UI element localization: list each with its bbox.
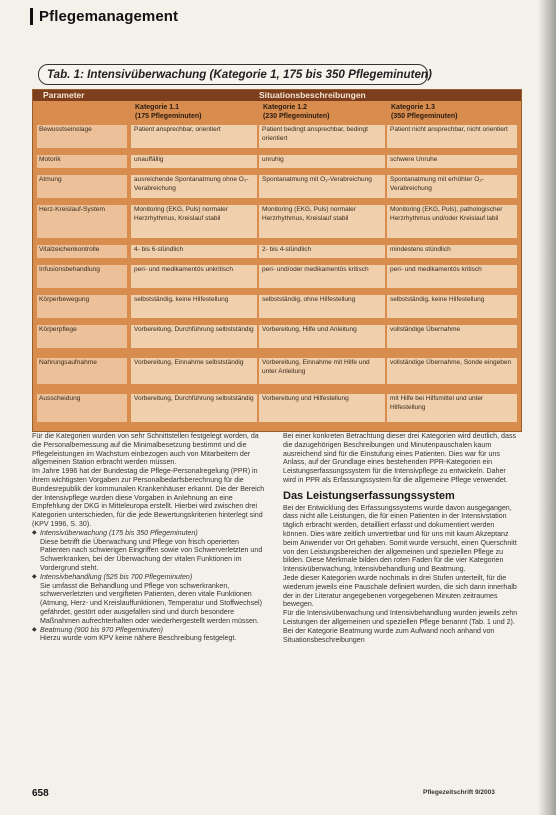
- table-cell: Vorbereitung, Hilfe und Anleitung: [259, 325, 385, 348]
- row-label: Herz-Kreislauf-System: [37, 205, 127, 238]
- parameter-header: Parameter: [43, 90, 85, 100]
- right-text-column: [283, 432, 520, 644]
- column-header-2: [263, 103, 330, 121]
- row-label: Körperbewegung: [37, 295, 127, 318]
- data-table: [32, 89, 522, 432]
- column-name: Kategorie 1.1: [135, 104, 179, 111]
- section-heading: Das Leistungserfassungssystem: [283, 489, 455, 502]
- table-row: [33, 205, 521, 238]
- table-cell: 4- bis 6-stündlich: [131, 245, 257, 258]
- table-cell: mit Hilfe bei Hilfsmittel und unter Hilfestellung: [387, 394, 517, 422]
- table-cell: unruhig: [259, 155, 385, 168]
- row-label: Körperpflege: [37, 325, 127, 348]
- paragraph: Jede dieser Kategorien wurde nochmals in drei Stufen unterteilt, für die wiederum jeweils eine Pauschale definiert wurden, die sich dann innerhalb der in der Literatur angegebenen vorgegebenen Minuten zeitraumes bewegen.: [283, 573, 517, 609]
- binding-shadow: [538, 0, 556, 815]
- table-cell: peri- und medikamentös unkritisch: [131, 265, 257, 288]
- paragraph: Bei der Entwicklung des Erfassungssystems wurde davon ausgegangen, dass nicht alle Leistungen, die für einen Patienten in der Intensivstation täglich erbracht werden, detailliert erfasst und dokumentiert werden können. Dies wäre zeitlich unvertretbar und für uns mit kaum Akzeptanz beim Anwender vor Ort gehaben. Somit wurde versucht, einen Querschnitt von den Leistungsbereichen der allgemeinen und speziellen Pflege zu bilden. Diese Merkmale bilden den roten Faden für die vier Kategorien Intensivüberwachung, Intensivbehandlung und Beatmung.: [283, 503, 517, 574]
- table-cell: Patient bedingt ansprechbar, bedingt orientiert: [259, 125, 385, 148]
- running-head: Pflegemanagement: [30, 8, 178, 25]
- table-cell: selbstständig, keine Hilfestellung: [131, 295, 257, 318]
- bullet-title: Beatmung (900 bis 970 Pflegeminuten): [40, 625, 164, 634]
- row-label: Nahrungsaufnahme: [37, 358, 127, 384]
- table-row: [33, 155, 521, 168]
- table-cell: peri- und/oder medikamentös kritisch: [259, 265, 385, 288]
- row-label: Infusionsbehandlung: [37, 265, 127, 288]
- row-label: Ausscheidung: [37, 394, 127, 422]
- row-label: Motorik: [37, 155, 127, 168]
- table-cell: Spontanatmung mit O₂-Verabreichung: [259, 175, 385, 198]
- table-row: [33, 295, 521, 318]
- bullet-text: Sie umfasst die Behandlung und Pflege von schwerkranken, schwerverletzten und vergifteten Patienten, deren vitale Funktionen (Atmung, Herz- und Kreislauffunktionen, Temperatur und Stoffwechsel) gefährdet, gestört oder ausgefallen sind und durch besondere Maßnahmen aufrechterhalten oder wiederhergestellt werden müssen.: [40, 581, 262, 625]
- table-cell: Monitoring (EKG, Puls) normaler Herzrhythmus, Kreislauf stabil: [259, 205, 385, 238]
- table-cell: Vorbereitung, Einnahme mit Hilfe und unter Anleitung: [259, 358, 385, 384]
- table-cell: Spontanatmung mit erhöhter O₂-Verabreichung: [387, 175, 517, 198]
- table-cell: Patient ansprechbar, orientiert: [131, 125, 257, 148]
- column-header-1: [135, 103, 202, 121]
- row-label: Atmung: [37, 175, 127, 198]
- bullet-item: [32, 626, 270, 644]
- table-cell: selbstständig, keine Hilfestellung: [387, 295, 517, 318]
- table-cell: vollständige Übernahme, Sonde eingeben: [387, 358, 517, 384]
- column-header-3: [391, 103, 458, 121]
- table-cell: Vorbereitung, Einnahme selbstständig: [131, 358, 257, 384]
- table-cell: Monitoring (EKG, Puls), pathologischer Herzrhythmus und/oder Kreislauf labil: [387, 205, 517, 238]
- table-cell: unauffällig: [131, 155, 257, 168]
- bullet-title: Intensivbehandlung (525 bis 700 Pflegeminuten): [40, 572, 193, 581]
- paragraph: Bei einer konkreten Betrachtung dieser drei Kategorien wird deutlich, dass die dazugehörigen Beschreibungen und Minutenpauschalen kaum ausreichend sind für die Einstufung eines Patienten. Dies war für uns Anlass, auf der Grundlage eines bestehenden PPR-Kategorien ein Leistungserfassungssystem für die Intensivpflege zu entwickeln. Daher wird in PPR als Erfassungssystem für die allgemeine Pflege verwendet.: [283, 432, 517, 484]
- paragraph: Für die Intensivüberwachung und Intensivbehandlung wurden jeweils zehn Leistungen der allgemeinen und speziellen Pflege benannt (Tab. 1 und 2). Bei der Kategorie Beatmung wurde zum Aufwand noch anhand von Situationsbeschreibungen: [283, 609, 518, 644]
- bullet-item: [32, 529, 270, 573]
- table-row: [33, 394, 521, 422]
- table-row: [33, 358, 521, 384]
- table-cell: selbstständig, ohne Hilfestellung: [259, 295, 385, 318]
- column-name: Kategorie 1.2: [263, 104, 307, 111]
- table-cell: peri- und medikamentös kritisch: [387, 265, 517, 288]
- table-cell: Vorbereitung, Durchführung selbstständig: [131, 394, 257, 422]
- table-cell: Vorbereitung und Hilfestellung: [259, 394, 385, 422]
- situation-header: Situationsbeschreibungen: [259, 90, 366, 100]
- paragraph: Im Jahre 1996 hat der Bundestag die Pflege-Personalregelung (PPR) in ihrem wichtigsten Vorgaben zur Personalbedarfsberechnung für die Bundesrepublik der kommunalen Krankenhäuser erkannt. Die der Bereich der Intensivpflege wurden diese Vorgaben in Anlehnung an eine Empfehlung der DKG in Mitteleuropa erstellt. Hierbei wird zwischen drei Kategorien unterschieden, für die jede Bewertungskriterien hinterlegt sind (KPV 1996, S. 30).: [32, 467, 265, 528]
- table-cell: ausreichende Spontanatmung ohne O₂-Verabreichung: [131, 175, 257, 198]
- table-cell: vollständige Übernahme: [387, 325, 517, 348]
- table-cell: 2- bis 4-stündlich: [259, 245, 385, 258]
- table-header-bar: [33, 90, 521, 101]
- table-cell: schwere Unruhe: [387, 155, 517, 168]
- column-sub: (175 Pflegeminuten): [135, 113, 202, 120]
- bullet-text: Diese betrifft die Überwachung und Pflege von frisch operierten Patienten nach schwierigen Eingriffen sowie von Schwerverletzten und Schwerkranken, bei der Überwachung der vitalen Funktionen im Vordergrund steht.: [40, 537, 263, 572]
- table-cell: mindestens stündlich: [387, 245, 517, 258]
- column-sub: (230 Pflegeminuten): [263, 113, 330, 120]
- table-row: [33, 175, 521, 198]
- table-cell: Vorbereitung, Durchführung selbstständig: [131, 325, 257, 348]
- page-number: 658: [32, 788, 49, 799]
- row-label: Vitalzeichenkontrolle: [37, 245, 127, 258]
- table-row: [33, 325, 521, 348]
- table-cell: Monitoring (EKG, Puls) normaler Herzrhythmus, Kreislauf stabil: [131, 205, 257, 238]
- bullet-title: Intensivüberwachung (175 bis 350 Pflegeminuten): [40, 528, 198, 537]
- table-row: [33, 125, 521, 148]
- table-cell: Patient nicht ansprechbar, nicht orientiert: [387, 125, 517, 148]
- paragraph: Für die Kategorien wurden von sehr Schnittstellen festgelegt worden, da die Personalbemessung auf die Minimalbesetzung bestimmt und die Pflegeleistungen im Wachstum einbezogen auch von Mitarbeitern der allgemeinen Station erbracht werden müssen.: [32, 432, 259, 467]
- table-row: [33, 245, 521, 258]
- journal-footer: Pflegezeitschrift 9/2003: [423, 789, 495, 796]
- bullet-item: [32, 573, 270, 626]
- left-text-column: [32, 432, 270, 643]
- row-label: Bewusstseinslage: [37, 125, 127, 148]
- bullet-text: Hierzu wurde vom KPV keine nähere Beschreibung festgelegt.: [40, 634, 237, 643]
- column-sub: (350 Pflegeminuten): [391, 113, 458, 120]
- table-row: [33, 265, 521, 288]
- table-title: Tab. 1: Intensivüberwachung (Kategorie 1, 175 bis 350 Pflegeminuten): [38, 64, 428, 85]
- column-name: Kategorie 1.3: [391, 104, 435, 111]
